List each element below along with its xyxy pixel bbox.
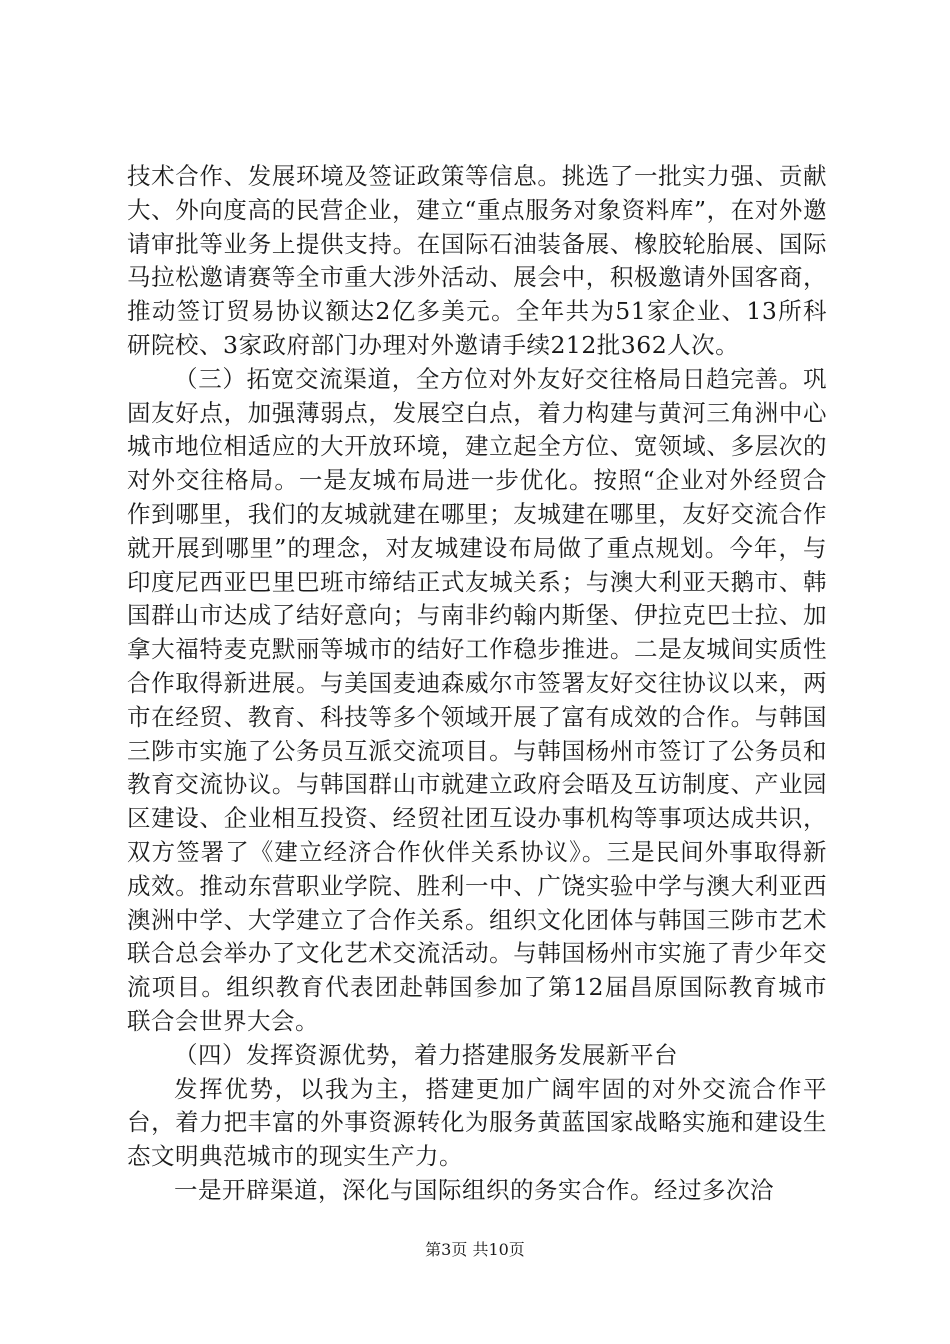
paragraph-section-four-heading: （四）发挥资源优势，着力搭建服务发展新平台	[174, 1040, 678, 1069]
paragraph-continuation: 技术合作、发展环境及签证政策等信息。挑选了一批实力强、贡献大、外向度高的民营企业，建立“重点服务对象资料库”，在对外邀请审批等业务上提供支持。在国际石油装备展、橡胶轮胎展、国际马拉松邀请赛等全市重大涉外活动、展会中，积极邀请外国客商，推动签订贸易协议额达2亿多美元。全年共为51家企业、13所科研院校、3家政府部门办理对外邀请手续212批362人次。	[127, 162, 827, 359]
paragraph-section-four-intro: 发挥优势，以我为主，搭建更加广阔牢固的对外交流合作平台，着力把丰富的外事资源转化为服务黄蓝国家战略实施和建设生态文明典范城市的现实生产力。	[127, 1074, 827, 1171]
page-number-footer: 第3页 共10页	[425, 1240, 525, 1259]
paragraph-item-one: 一是开辟渠道，深化与国际组织的务实合作。经过多次洽	[174, 1175, 774, 1204]
document-body	[127, 160, 827, 1208]
paragraph-section-three: （三）拓宽交流渠道，全方位对外友好交往格局日趋完善。巩固友好点，加强薄弱点，发展空白点，着力构建与黄河三角洲中心城市地位相适应的大开放环境，建立起全方位、宽领域、多层次的对外交往格局。一是友城布局进一步优化。按照“企业对外经贸合作到哪里，我们的友城就建在哪里；友城建在哪里，友好交流合作就开展到哪里”的理念，对友城建设布局做了重点规划。今年，与印度尼西亚巴里巴班市缔结正式友城关系；与澳大利亚天鹅市、韩国群山市达成了结好意向；与南非约翰内斯堡、伊拉克巴士拉、加拿大福特麦克默丽等城市的结好工作稳步推进。二是友城间实质性合作取得新进展。与美国麦迪森威尔市签署友好交往协议以来，两市在经贸、教育、科技等多个领域开展了富有成效的合作。与韩国三陟市实施了公务员互派交流项目。与韩国杨州市签订了公务员和教育交流协议。与韩国群山市就建立政府会晤及互访制度、产业园区建设、企业相互投资、经贸社团互设办事机构等事项达成共识，双方签署了《建立经济合作伙伴关系协议》。三是民间外事取得新成效。推动东营职业学院、胜利一中、广饶实验中学与澳大利亚西澳洲中学、大学建立了合作关系。组织文化团体与韩国三陟市艺术联合总会举办了文化艺术交流活动。与韩国杨州市实施了青少年交流项目。组织教育代表团赴韩国参加了第12届昌原国际教育城市联合会世界大会。	[127, 364, 827, 1035]
